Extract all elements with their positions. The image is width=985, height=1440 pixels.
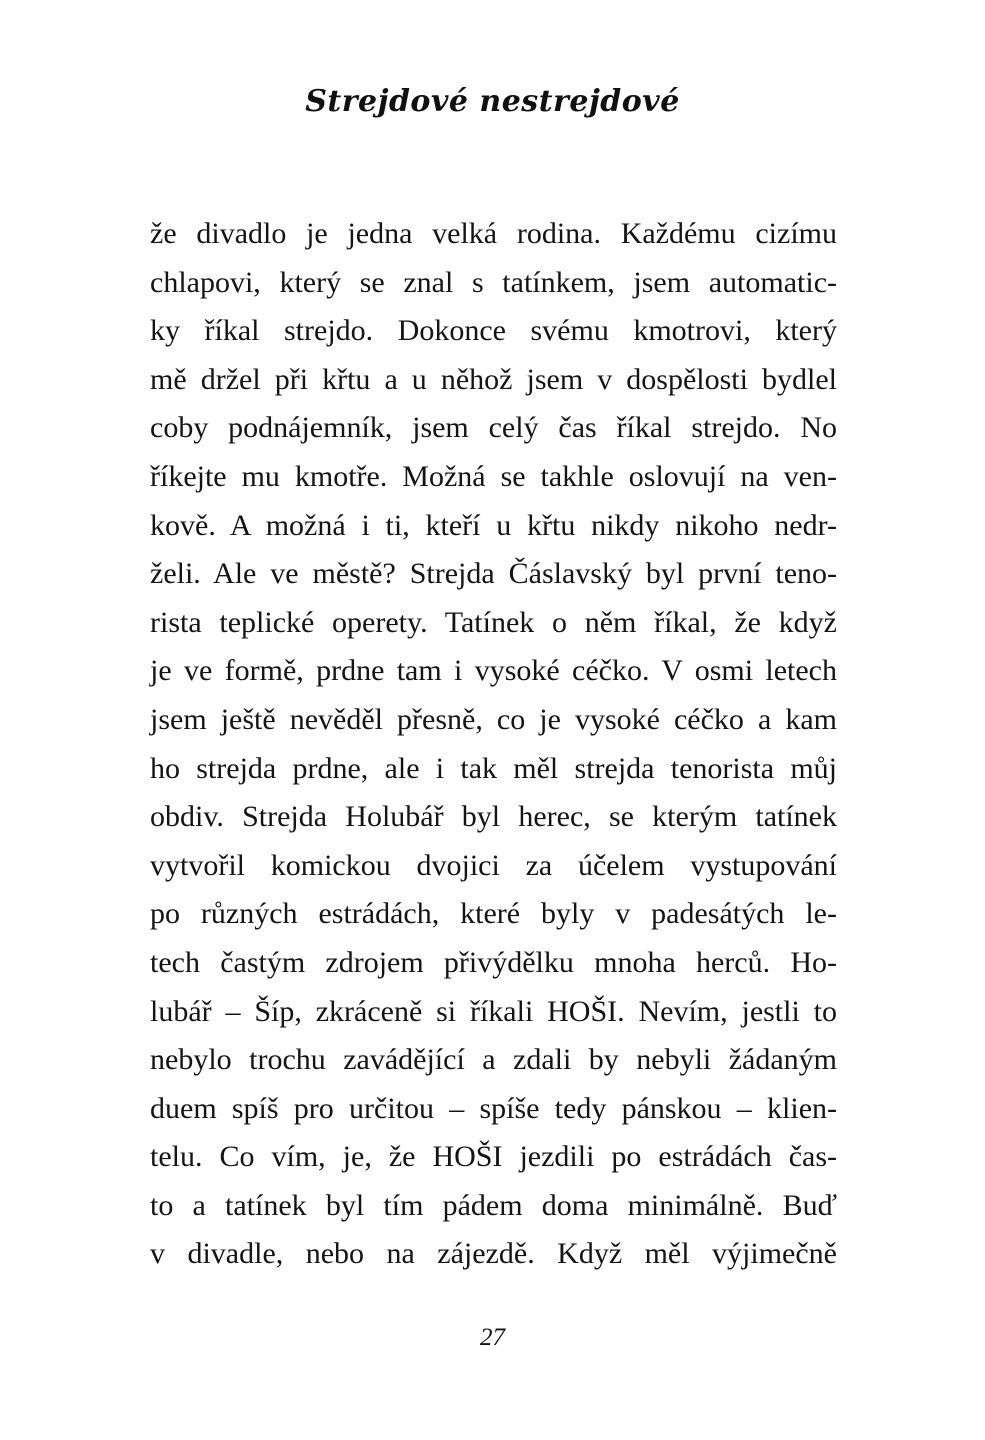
- text-line: říkejte mu kmotře. Možná se takhle oslovují na ven-: [150, 459, 837, 493]
- text-line: mě držel při křtu a u něhož jsem v dospělosti bydlel: [150, 362, 837, 396]
- text-line: chlapovi, který se znal s tatínkem, jsem automatic-: [150, 265, 837, 299]
- text-line: lubář – Šíp, zkráceně si říkali HOŠI. Nevím, jestli to: [150, 994, 837, 1028]
- text-line: po různých estrádách, které byly v padesátých le-: [150, 897, 837, 931]
- text-line: jsem ještě nevěděl přesně, co je vysoké céčko a kam: [150, 702, 837, 736]
- text-line: to a tatínek byl tím pádem doma minimálně. Buď: [150, 1188, 837, 1222]
- text-line: ho strejda prdne, ale i tak měl strejda tenorista můj: [150, 751, 837, 785]
- text-line: v divadle, nebo na zájezdě. Když měl výjimečně: [150, 1237, 837, 1271]
- text-line: duem spíš pro určitou – spíše tedy pánskou – klien-: [150, 1091, 837, 1125]
- text-line: ky říkal strejdo. Dokonce svému kmotrovi, který: [150, 314, 837, 348]
- text-line: obdiv. Strejda Holubář byl herec, se kterým tatínek: [150, 800, 837, 834]
- text-line: želi. Ale ve městě? Strejda Čáslavský byl první teno-: [150, 557, 837, 591]
- running-header: Strejdové nestrejdové: [305, 84, 680, 119]
- text-line: je ve formě, prdne tam i vysoké céčko. V osmi letech: [150, 654, 837, 688]
- text-line: coby podnájemník, jsem celý čas říkal strejdo. No: [150, 411, 837, 445]
- text-line: nebylo trochu zavádějící a zdali by nebyli žádaným: [150, 1043, 837, 1077]
- text-line: rista teplické operety. Tatínek o něm říkal, že když: [150, 605, 837, 639]
- body-text: [150, 210, 837, 1279]
- text-line: vytvořil komickou dvojici za účelem vystupování: [150, 848, 837, 882]
- page-number: 27: [480, 1324, 505, 1351]
- text-line: telu. Co vím, je, že HOŠI jezdili po estrádách čas-: [150, 1140, 837, 1174]
- text-line: tech častým zdrojem přivýdělku mnoha herců. Ho-: [150, 945, 837, 979]
- text-line: že divadlo je jedna velká rodina. Každému cizímu: [150, 217, 837, 250]
- text-line: kově. A možná i ti, kteří u křtu nikdy nikoho nedr-: [150, 508, 837, 542]
